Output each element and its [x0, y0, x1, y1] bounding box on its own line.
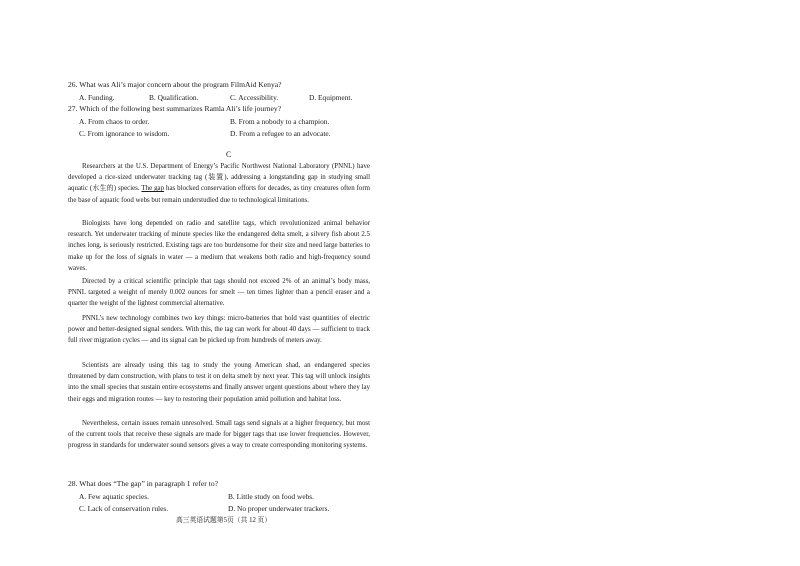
passage-paragraph-4: PNNL’s new technology combines two key things: micro-batteries that hold vast quantities of electric power and better-designed signal senders. With this, the tag can work for about 40 days — sufficient to track full river migration cycles — and its signal can be picked up from hundreds of meters away.: [68, 315, 370, 345]
passage-paragraph-6: Nevertheless, certain issues remain unresolved. Small tags send signals at a higher frequency, but most of the current tools that receive these signals are made for bigger tags that use lower frequencies. However, progress in standards for underwater sound sensors gives a way to create corresponding monitoring systems.: [68, 420, 370, 450]
question-28-option-a: A. Few aquatic species.: [79, 492, 149, 501]
question-27-stem: 27. Which of the following best summarizes Ramla Ali’s life journey?: [68, 104, 282, 113]
passage-label: C: [226, 150, 232, 159]
passage-paragraph-5: Scientists are already using this tag to study the young American shad, an endangered species threatened by dam construction, with plans to test it on delta smelt by next year. This tag will unlock insights into the small species that sustain entire ecosystems and finally answer urgent questions about where they lay their eggs and migration routes — key to restoring their population amid pollution and habitat loss.: [68, 362, 370, 403]
question-28-option-c: C. Lack of conservation rules.: [79, 504, 169, 513]
the-gap-underlined: The gap: [141, 185, 165, 193]
question-26-stem: 26. What was Ali’s major concern about the program FilmAid Kenya?: [68, 80, 282, 89]
question-28-stem: 28. What does “The gap” in paragraph 1 refer to?: [68, 479, 218, 488]
passage-paragraph-2: Biologists have long depended on radio and satellite tags, which revolutionized animal behavior research. Yet underwater tracking of minute species like the endangered delta smelt, a silvery fish about 2.5 inches long, is seriously restricted. Existing tags are too burdensome for their size and need large batteries to make up for the loss of signals in water — a medium that weakens both radio and high-frequency sound waves.: [68, 220, 370, 272]
question-28-option-d: D. No proper underwater trackers.: [228, 504, 330, 513]
question-27-option-c: C. From ignorance to wisdom.: [79, 129, 170, 138]
question-27-option-b: B. From a nobody to a champion.: [230, 117, 330, 126]
paragraph-1-text-a: Researchers at the U.S. Department of Energy’s Pacific Northwest National Laboratory (PNNL) have developed a rice-sized underwater tracking tag (装置), addressing a longstanding gap in studying small aquatic (水生的) species.: [68, 163, 370, 193]
question-26-option-b: B. Qualification.: [149, 93, 199, 102]
page-footer: 高三英语试题第5页（共 12 页）: [176, 517, 272, 524]
question-26-option-d: D. Equipment.: [309, 93, 353, 102]
question-26-option-a: A. Funding.: [79, 93, 115, 102]
question-26-option-c: C. Accessibility.: [230, 93, 279, 102]
question-27-option-a: A. From chaos to order.: [79, 117, 150, 126]
question-27-option-d: D. From a refugee to an advocate.: [230, 129, 331, 138]
passage-paragraph-1: [68, 161, 370, 206]
question-28-option-b: B. Little study on food webs.: [228, 492, 315, 501]
passage-paragraph-3: Directed by a critical scientific principle that tags should not exceed 2% of an animal’s body mass, PNNL targeted a weight of merely 0.002 ounces for smelt — ten times lighter than a pencil eraser and a quarter the weight of the lightest commercial alternative.: [68, 278, 370, 308]
paragraph-1-text-b: has blocked conservation efforts for decades, as tiny creatures often form the base of aquatic food webs but remain understudied due to technological limitations.: [68, 185, 371, 204]
